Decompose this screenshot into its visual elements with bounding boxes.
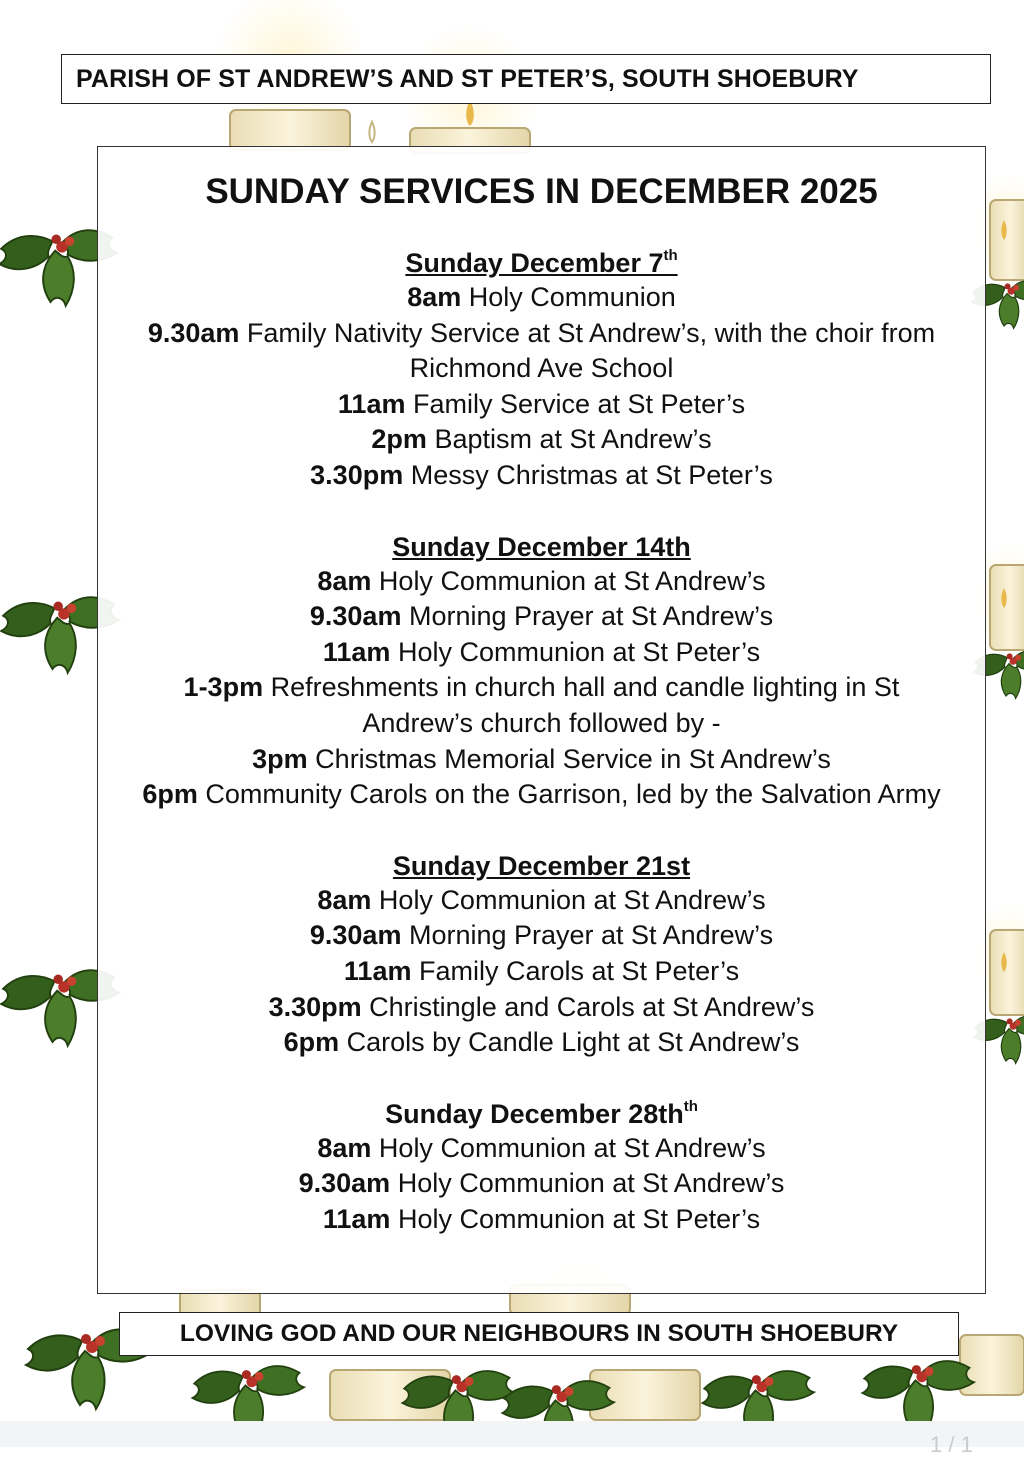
service-item: 11am Holy Communion at St Peter’s	[322, 636, 761, 667]
service-item: 6pm Community Carols on the Garrison, led by the Salvation Army	[142, 779, 941, 810]
service-item: 9.30am Holy Communion at St Andrew’s	[298, 1168, 785, 1199]
service-item: 9.30am Family Nativity Service at St Andrew’s, with the choir from Richmond Ave School	[147, 317, 936, 384]
section-heading: Sunday December $28th^{th}$	[385, 1097, 698, 1129]
service-item: 3.30pm Christingle and Carols at St Andrew’s	[268, 991, 815, 1022]
service-item: 9.30am Morning Prayer at St Andrew’s	[309, 601, 774, 632]
page-title: SUNDAY SERVICES IN DECEMBER 2025	[205, 172, 878, 211]
service-item: 1-3pm Refreshments in church hall and candle lighting in St Andrew’s church followed by -	[183, 672, 900, 738]
service-item: 3pm Christmas Memorial Service in St Andrew’s	[252, 743, 831, 774]
section-dec-7	[98, 246, 985, 494]
parish-header	[61, 54, 991, 104]
section-dec-14	[98, 530, 985, 813]
motto-banner	[119, 1312, 959, 1356]
service-item: 2pm Baptism at St Andrew’s	[371, 424, 712, 455]
service-item: 11am Family Service at St Peter’s	[337, 388, 746, 419]
section-heading: Sunday December 21st	[392, 850, 691, 881]
service-item: 9.30am Morning Prayer at St Andrew’s	[309, 920, 774, 951]
section-dec-28	[98, 1097, 985, 1238]
service-item: 3.30pm Messy Christmas at St Peter’s	[310, 459, 773, 490]
service-item: 8am Holy Communion	[407, 282, 676, 312]
service-item: 11am Holy Communion at St Peter’s	[322, 1203, 761, 1234]
page-indicator: 1 / 1	[930, 1432, 973, 1457]
services-panel	[97, 146, 986, 1294]
section-heading: Sunday December 7th	[405, 247, 678, 278]
service-item: 11am Family Carols at St Peter’s	[343, 955, 740, 986]
section-dec-21	[98, 849, 985, 1061]
service-item: 8am Holy Communion at St Andrew’s	[317, 1132, 766, 1163]
service-item: 8am Holy Communion at St Andrew’s	[317, 884, 766, 915]
viewer-bottom-bar	[0, 1421, 1024, 1447]
parish-title: PARISH OF ST ANDREW’S AND ST PETER’S, SOUTH SHOEBURY	[76, 64, 859, 93]
motto-text: LOVING GOD AND OUR NEIGHBOURS IN SOUTH SHOEBURY	[179, 1320, 899, 1347]
section-heading: Sunday December 14th	[392, 531, 691, 562]
service-item: 8am Holy Communion at St Andrew’s	[317, 565, 766, 596]
service-item: 6pm Carols by Candle Light at St Andrew’s	[283, 1027, 800, 1058]
